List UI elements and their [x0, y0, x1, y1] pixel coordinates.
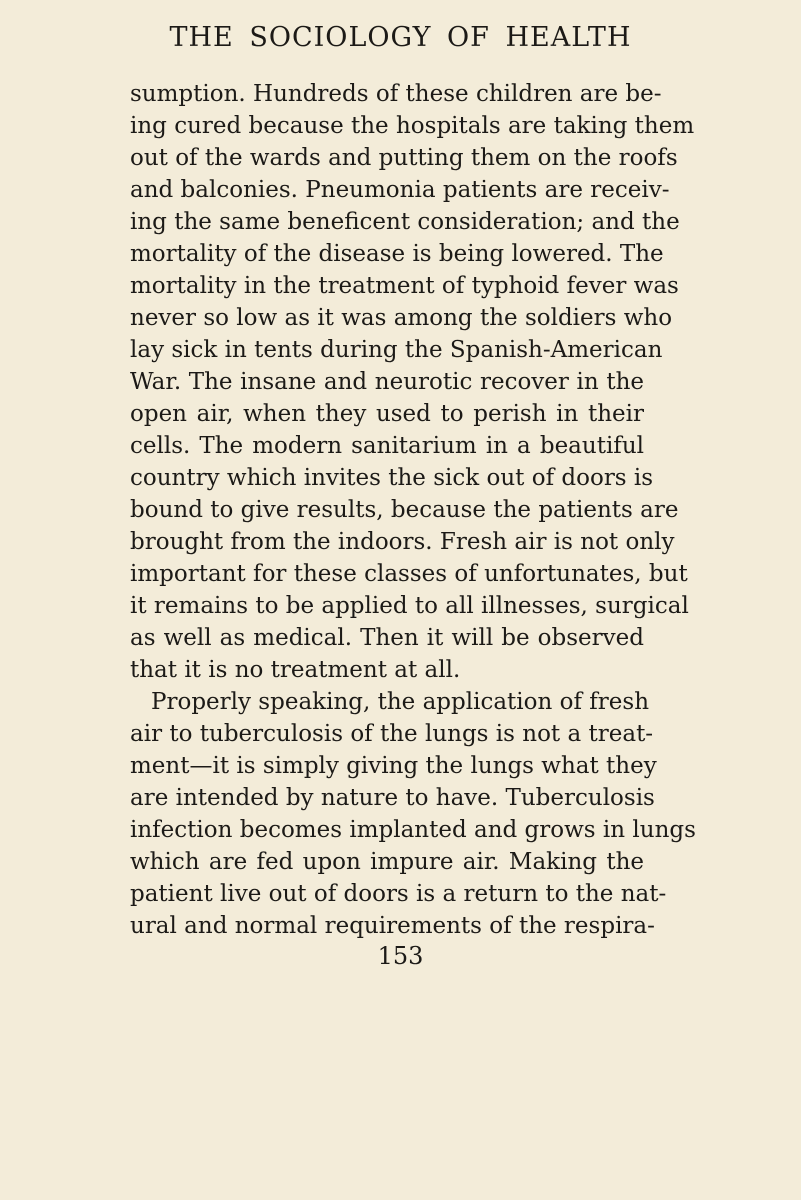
text-line: as well as medical. Then it will be observed [130, 625, 644, 651]
text-line: mortality in the treatment of typhoid fever was [130, 273, 679, 299]
text-line: air to tuberculosis of the lungs is not a treat- [130, 721, 654, 747]
text-line: and balconies. Pneumonia patients are receiv- [130, 177, 670, 203]
text-line: ment—it is simply giving the lungs what they [130, 753, 657, 779]
text-line: it remains to be applied to all illnesses, surgical [130, 593, 689, 619]
text-line: out of the wards and putting them on the roofs [130, 145, 678, 171]
paragraph-first-line: Properly speaking, the application of fresh [151, 689, 650, 715]
running-head: THE SOCIOLOGY OF HEALTH [169, 22, 632, 53]
text-line: brought from the indoors. Fresh air is not only [130, 529, 675, 555]
text-line: patient live out of doors is a return to the nat- [130, 881, 667, 907]
text-line: lay sick in tents during the Spanish-American [130, 337, 663, 363]
text-line: never so low as it was among the soldiers who [130, 305, 673, 331]
text-line: country which invites the sick out of doors is [130, 465, 654, 491]
page-number: 153 [377, 942, 424, 970]
text-line: ural and normal requirements of the respira- [130, 913, 655, 939]
text-line: War. The insane and neurotic recover in the [130, 369, 644, 395]
text-line: open air, when they used to perish in their [130, 401, 644, 427]
text-line: ing the same beneficent consideration; and the [130, 209, 680, 235]
text-line: sumption. Hundreds of these children are be- [130, 81, 662, 107]
text-line: which are fed upon impure air. Making the [130, 849, 644, 875]
text-line: are intended by nature to have. Tuberculosis [130, 785, 655, 811]
text-line: that it is no treatment at all. [130, 657, 461, 683]
text-line: mortality of the disease is being lowered. The [130, 241, 664, 267]
text-line: important for these classes of unfortunates, but [130, 561, 688, 587]
text-line: ing cured because the hospitals are taking them [130, 113, 695, 139]
text-line: bound to give results, because the patients are [130, 497, 679, 523]
text-line: cells. The modern sanitarium in a beautiful [130, 433, 644, 459]
text-line: infection becomes implanted and grows in lungs [130, 817, 696, 843]
